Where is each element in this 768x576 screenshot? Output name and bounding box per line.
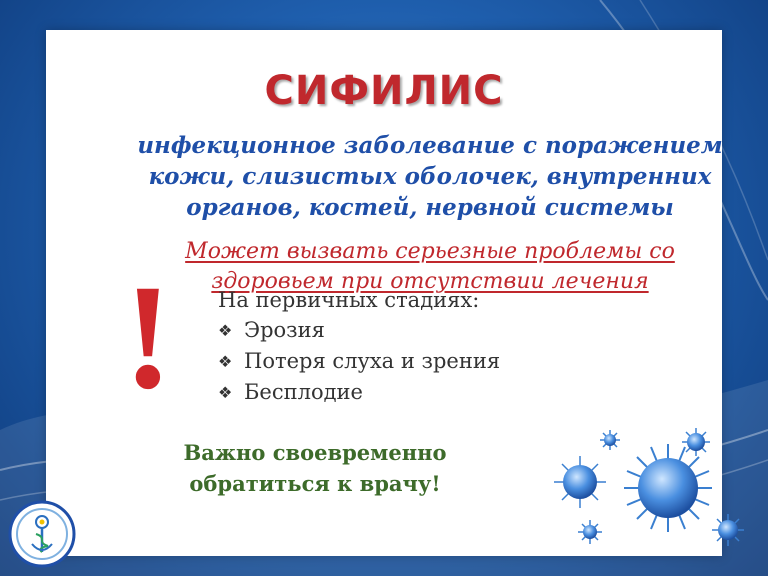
- diamond-bullet-icon: ❖: [218, 321, 233, 340]
- description-line: кожи, слизистых оболочек, внутренних: [148, 163, 712, 190]
- description-line: органов, костей, нервной системы: [186, 194, 674, 221]
- virus-icon: [578, 520, 602, 544]
- primary-stages-list: [218, 285, 618, 408]
- stage-label: Бесплодие: [244, 380, 363, 404]
- list-item: [218, 377, 618, 408]
- advice-line: обратиться к врачу!: [189, 471, 441, 496]
- disease-description: [106, 130, 754, 223]
- virus-cluster-icon: [540, 420, 768, 570]
- diamond-bullet-icon: ❖: [218, 383, 233, 402]
- list-item: [218, 315, 618, 346]
- virus-icon: [712, 514, 744, 546]
- stage-label: Потеря слуха и зрения: [244, 349, 501, 373]
- virus-icon: [600, 430, 620, 450]
- exclamation-mark-icon: !: [123, 254, 173, 420]
- virus-icon: [554, 456, 606, 508]
- stages-heading: На первичных стадиях:: [218, 288, 480, 312]
- slide-title: СИФИЛИС: [264, 68, 504, 114]
- advice-text: [150, 437, 480, 499]
- virus-icon: [624, 444, 712, 532]
- warning-line: здоровьем при отсутствии лечения: [211, 269, 649, 294]
- advice-line: Важно своевременно: [183, 440, 447, 465]
- description-line: инфекционное заболевание с поражением: [137, 132, 723, 159]
- diamond-bullet-icon: ❖: [218, 352, 233, 371]
- medical-caduceus-logo-icon: [8, 500, 76, 568]
- list-item: [218, 346, 618, 377]
- warning-line: Может вызвать серьезные проблемы со: [185, 239, 675, 264]
- stage-label: Эрозия: [244, 318, 325, 342]
- virus-icon: [682, 428, 710, 456]
